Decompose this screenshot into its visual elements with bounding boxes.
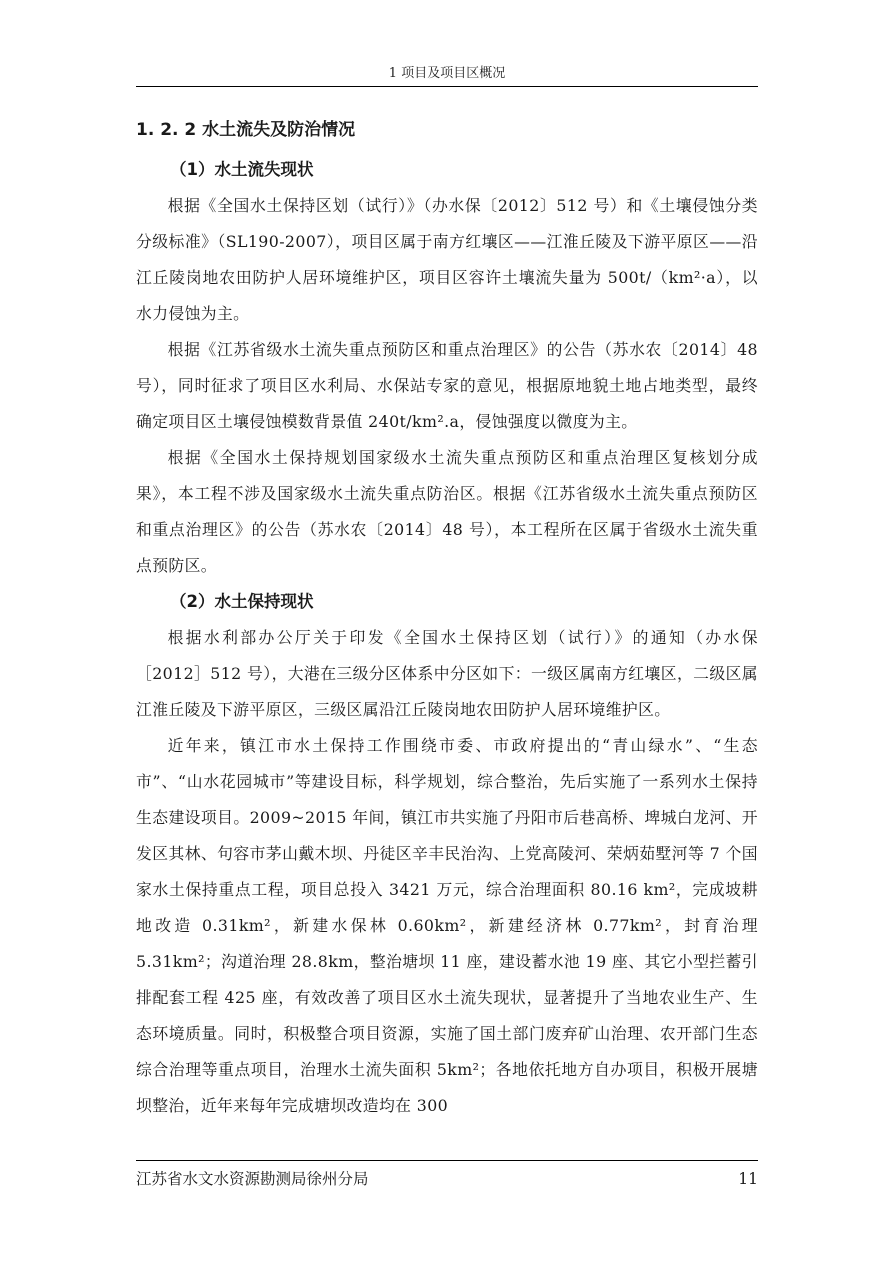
page-footer (136, 1160, 758, 1194)
paragraph: 根据水利部办公厅关于印发《全国水土保持区划（试行）》的通知（办水保［2012］512 号），大港在三级分区体系中分区如下：一级区属南方红壤区，二级区属江淮丘陵及下游平原区，三级区属沿江丘陵岗地农田防护人居环境维护区。 (136, 628, 758, 719)
subsection-heading-erosion-status: （1）水土流失现状 (170, 160, 314, 179)
footer-organization: 江苏省水文水资源勘测局徐州分局 (136, 1170, 369, 1188)
running-header-title: 1 项目及项目区概况 (388, 66, 506, 81)
subsection-heading-conservation-status: （2）水土保持现状 (170, 592, 314, 611)
section-heading: 1. 2. 2 水土流失及防治情况 (136, 120, 356, 140)
paragraph: 根据《江苏省级水土流失重点预防区和重点治理区》的公告（苏水农〔2014〕48 号），同时征求了项目区水利局、水保站专家的意见，根据原地貌土地占地类型，最终确定项目区土壤侵蚀模数背景值 240t/km².a，侵蚀强度以微度为主。 (136, 340, 758, 431)
paragraph: 根据《全国水土保持区划（试行）》（办水保〔2012〕512 号）和《土壤侵蚀分类分级标准》（SL190-2007），项目区属于南方红壤区——江淮丘陵及下游平原区——沿江丘陵岗地农田防护人居环境维护区，项目区容许土壤流失量为 500t/（km²·a），以水力侵蚀为主。 (136, 196, 758, 323)
page-number: 11 (738, 1170, 758, 1188)
paragraph: 根据《全国水土保持规划国家级水土流失重点预防区和重点治理区复核划分成果》，本工程不涉及国家级水土流失重点防治区。根据《江苏省级水土流失重点预防区和重点治理区》的公告（苏水农〔2014〕48 号），本工程所在区属于省级水土流失重点预防区。 (136, 448, 758, 575)
paragraph: 近年来，镇江市水土保持工作围绕市委、市政府提出的“青山绿水”、“生态市”、“山水花园城市”等建设目标，科学规划，综合整治，先后实施了一系列水土保持生态建设项目。2009~2015 年间，镇江市共实施了丹阳市后巷高桥、埤城白龙河、开发区其林、句容市茅山戴木坝、丹徒区辛丰民治沟、上党高陵河、荣炳茹墅河等 7 个国家水土保持重点工程，项目总投入 3421 万元，综合治理面积 80.16 km²，完成坡耕地改造 0.31km²，新建水保林 0.60km²，新建经济林 0.77km²，封育治理 5.31km²；沟道治理 28.8km，整治塘坝 11 座，建设蓄水池 19 座、其它小型拦蓄引排配套工程 425 座，有效改善了项目区水土流失现状，显著提升了当地农业生产、生态环境质量。同时，积极整合项目资源，实施了国土部门废弃矿山治理、农开部门生态综合治理等重点项目，治理水土流失面积 5km²；各地依托地方自办项目，积极开展塘坝整治，近年来每年完成塘坝改造均在 300 (136, 736, 758, 1115)
page-body (136, 116, 758, 1124)
running-header (136, 62, 758, 87)
